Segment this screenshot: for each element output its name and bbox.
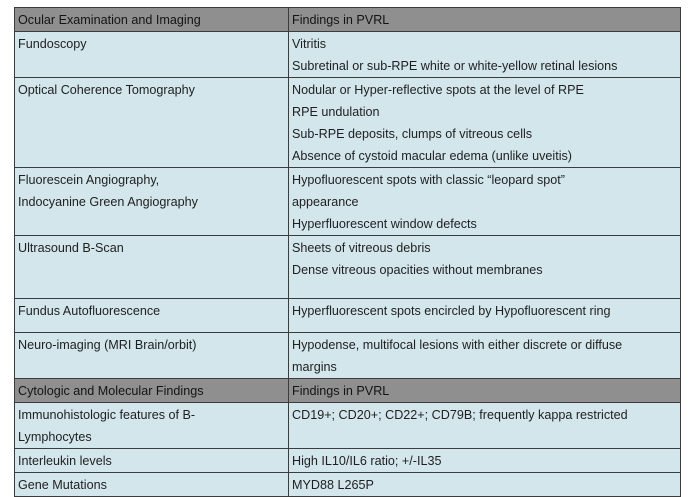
- finding-line: appearance: [292, 195, 359, 209]
- finding-line: RPE undulation: [292, 105, 380, 119]
- header-cell-category: [15, 379, 289, 403]
- row-label: Fluorescein Angiography,: [18, 173, 160, 187]
- finding-line: MYD88 L265P: [292, 478, 374, 492]
- finding-line: Absence of cystoid macular edema (unlike uveitis): [292, 149, 572, 163]
- finding-line: Hypodense, multifocal lesions with either discrete or diffuse: [292, 338, 623, 352]
- finding-line: Hypofluorescent spots with classic “leopard spot”: [292, 173, 565, 187]
- table-row-gene-mutations: [15, 473, 681, 497]
- row-findings-cell: [289, 449, 681, 473]
- row-label-cell: [15, 403, 289, 449]
- finding-line: Hyperfluorescent window defects: [292, 217, 477, 231]
- row-findings-cell: [289, 403, 681, 449]
- row-findings-cell: [289, 168, 681, 236]
- finding-line: Dense vitreous opacities without membranes: [292, 263, 543, 277]
- row-label: Immunohistologic features of B-: [18, 408, 196, 422]
- finding-line: Sub-RPE deposits, clumps of vitreous cells: [292, 127, 533, 141]
- finding-line: Subretinal or sub-RPE white or white-yellow retinal lesions: [292, 59, 618, 73]
- table-row-interleukin: [15, 449, 681, 473]
- finding-line: Nodular or Hyper-reflective spots at the level of RPE: [292, 83, 584, 97]
- row-label-cell: [15, 168, 289, 236]
- header-cell-findings: [289, 379, 681, 403]
- row-label-cell: [15, 78, 289, 168]
- row-label: Fundoscopy: [18, 37, 87, 51]
- row-label-cell: [15, 299, 289, 333]
- row-findings-cell: [289, 236, 681, 299]
- finding-line: CD19+; CD20+; CD22+; CD79B; frequently kappa restricted: [292, 408, 628, 422]
- header-text: Ocular Examination and Imaging: [18, 13, 201, 27]
- row-findings-cell: [289, 78, 681, 168]
- table-row-ultrasound: [15, 236, 681, 299]
- header-text: Findings in PVRL: [292, 13, 390, 27]
- row-findings-cell: [289, 32, 681, 78]
- row-findings-cell: [289, 473, 681, 497]
- finding-line: Vitritis: [292, 37, 327, 51]
- table-row-immunohistologic: [15, 403, 681, 449]
- finding-line: Sheets of vitreous debris: [292, 241, 431, 255]
- row-label-cell: [15, 473, 289, 497]
- header-text: Findings in PVRL: [292, 384, 390, 398]
- row-label-cell: [15, 449, 289, 473]
- row-label-cell: [15, 32, 289, 78]
- finding-line: High IL10/IL6 ratio; +/-IL35: [292, 454, 442, 468]
- header-text: Cytologic and Molecular Findings: [18, 384, 204, 398]
- row-label: Neuro-imaging (MRI Brain/orbit): [18, 338, 197, 352]
- table-row-fundoscopy: [15, 32, 681, 78]
- header-cell-category: [15, 8, 289, 32]
- row-label: Optical Coherence Tomography: [18, 83, 195, 97]
- row-findings-cell: [289, 299, 681, 333]
- table-row-autofluorescence: [15, 299, 681, 333]
- row-findings-cell: [289, 333, 681, 379]
- pvrl-findings-table-container: [14, 7, 680, 497]
- finding-line: Hyperfluorescent spots encircled by Hypofluorescent ring: [292, 304, 611, 318]
- row-label-cell: [15, 333, 289, 379]
- row-label: Fundus Autofluorescence: [18, 304, 161, 318]
- header-cell-findings: [289, 8, 681, 32]
- table-row-angiography: [15, 168, 681, 236]
- pvrl-findings-table: [14, 7, 681, 497]
- row-label: Ultrasound B-Scan: [18, 241, 124, 255]
- row-label-cell: [15, 236, 289, 299]
- row-label: Interleukin levels: [18, 454, 112, 468]
- finding-line: margins: [292, 360, 337, 374]
- section-header-ocular: [15, 8, 681, 32]
- section-header-cytologic: [15, 379, 681, 403]
- table-row-neuroimaging: [15, 333, 681, 379]
- table-row-oct: [15, 78, 681, 168]
- row-label: Lymphocytes: [18, 430, 92, 444]
- row-label: Indocyanine Green Angiography: [18, 195, 198, 209]
- row-label: Gene Mutations: [18, 478, 107, 492]
